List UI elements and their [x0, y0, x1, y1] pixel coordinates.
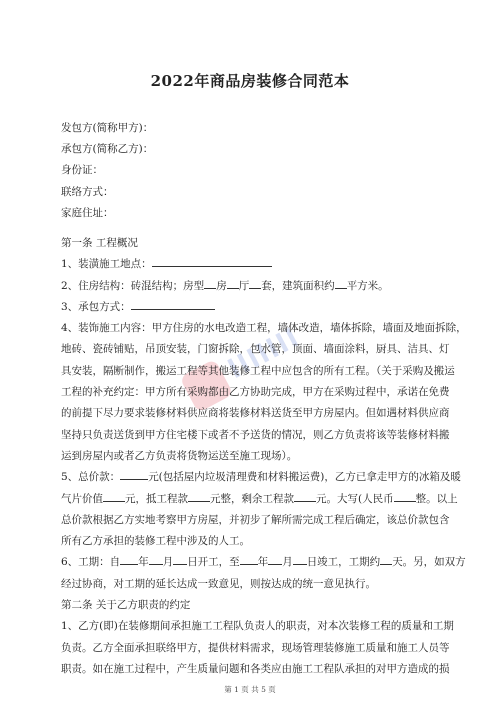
blank-underline [293, 552, 307, 565]
text-fragment: 套，建筑面积约 [261, 279, 335, 292]
party-b-label: 承包方(简称乙方)： [61, 143, 154, 156]
item4-line: 工程的补充约定：甲方所有采购都由乙方协助完成，甲方在采购过程中，承诺在免费 [61, 386, 450, 399]
text-fragment: 日开工，至 [187, 556, 240, 569]
text-fragment: 元整，剩余工程款 [210, 492, 294, 505]
article1-item1 [61, 254, 444, 275]
text-fragment: 1、装潢施工地点： [61, 258, 152, 271]
text-fragment: 3、承包方式： [61, 300, 131, 313]
text-fragment: 整。以上 [415, 492, 458, 505]
text-fragment: 元(包括屋内垃圾清理费和材料搬运费)，乙方已拿走甲方的冰箱及暖 [148, 471, 461, 484]
item6-line [61, 552, 466, 573]
item5-line [61, 467, 461, 488]
text-fragment: 2、住房结构：砖混结构；房型 [61, 279, 205, 292]
blank-underline [294, 489, 316, 502]
text-fragment: 厅 [238, 279, 250, 292]
text-fragment: 月 [162, 556, 174, 569]
article1-item2 [61, 276, 444, 297]
article1-item5 [61, 467, 461, 552]
article2-line: 负责。乙方全面承担联络甲方，提供材料需求，现场管理装修施工质量和施工人员等 [61, 641, 450, 654]
blank-underline [240, 552, 258, 565]
document-title: 2022年商品房装修合同范本 [150, 72, 350, 90]
text-fragment: 6、工期：自 [61, 556, 121, 569]
blank-underline [204, 276, 216, 289]
party-info-list [61, 118, 153, 224]
text-fragment: 日竣工，工期约 [306, 556, 381, 569]
article1-item6 [61, 552, 466, 595]
text-fragment: 元。大写(人民币 [316, 492, 394, 505]
text-fragment: 房 [216, 279, 227, 292]
blank-underline [152, 254, 272, 267]
article1-heading: 第一条 工程概况 [61, 237, 138, 249]
text-fragment: 天。另，如双方 [392, 556, 466, 569]
blank-underline [335, 276, 347, 289]
blank-underline [120, 552, 138, 565]
contact-label: 联络方式： [61, 185, 114, 198]
blank-underline [173, 552, 187, 565]
article1-item4 [61, 318, 467, 467]
text-fragment: 元，抵工程款 [125, 492, 188, 505]
text-fragment: 平方米。 [346, 279, 389, 292]
blank-underline [268, 552, 282, 565]
item5-line [61, 489, 458, 510]
blank-underline [394, 489, 416, 502]
text-fragment: 年 [138, 556, 149, 569]
article1-item3 [61, 297, 444, 318]
article2-heading: 第二条 关于乙方职责的约定 [61, 599, 191, 612]
item4-line: 4、装饰施工内容：甲方住房的水电改造工程，墙体改造，墙体拆除，墙面及地面拆除， [61, 322, 467, 335]
item5-line: 所有乙方承担的装修工程中涉及的人工。 [61, 535, 250, 548]
text-fragment: 5、总价款： [61, 471, 121, 484]
item4-line: 坚持只负责送货到甲方住宅楼下或者不予送货的情况，则乙方负责将该等装修材料搬 [61, 428, 450, 441]
item4-line: 的前提下尽力要求装修材料供应商将装修材料送货至甲方房屋内。但如遇材料供应商 [61, 407, 450, 420]
party-a-label: 发包方(简称甲方)： [61, 122, 154, 134]
article2-line: 1、乙方(即)在装修期间承担施工工程队负责人的职责，对本次装修工程的质量和工期 [61, 620, 454, 633]
blank-underline [103, 489, 125, 502]
blank-underline [249, 276, 261, 289]
blank-underline [120, 467, 148, 480]
text-fragment: 气片价值 [61, 492, 103, 505]
blank-underline [380, 552, 392, 565]
address-label: 家庭住址： [61, 206, 114, 219]
blank-underline [131, 297, 215, 310]
id-card-label: 身份证： [61, 164, 103, 177]
blank-underline [227, 276, 239, 289]
item6-line: 经过协商，对工期的延长达成一致意见，则按达成的统一意见执行。 [61, 577, 376, 590]
text-fragment: 年 [257, 556, 269, 569]
watermark-logo: lllllll [152, 267, 358, 453]
contract-body [61, 233, 467, 680]
blank-underline [188, 489, 210, 502]
page-number: 第 1 页 共 5 页 [224, 685, 276, 694]
item4-line: 地砖、瓷砖铺贴，吊顶安装，门窗拆除，包水管，顶面、墙面涂料，厨具、洁具、灯 [61, 343, 450, 356]
item4-line: 运到房屋内或者乙方负责将货物运送至施工现场）。 [61, 449, 298, 462]
blank-underline [149, 552, 163, 565]
article2-line: 职责。如在施工过程中，产生质量问题和各类应由施工工程队承担的对甲方造成的损 [61, 662, 450, 675]
text-fragment: 月 [282, 556, 293, 569]
item5-line: 总价款根据乙方实地考察甲方房屋，并初步了解所需完成工程后确定，该总价款包含 [61, 513, 450, 526]
item4-line: 具安装，隔断制作，搬运工程等其他装修工程中应包含的所有工程。（关于采购及搬运 [61, 364, 455, 377]
